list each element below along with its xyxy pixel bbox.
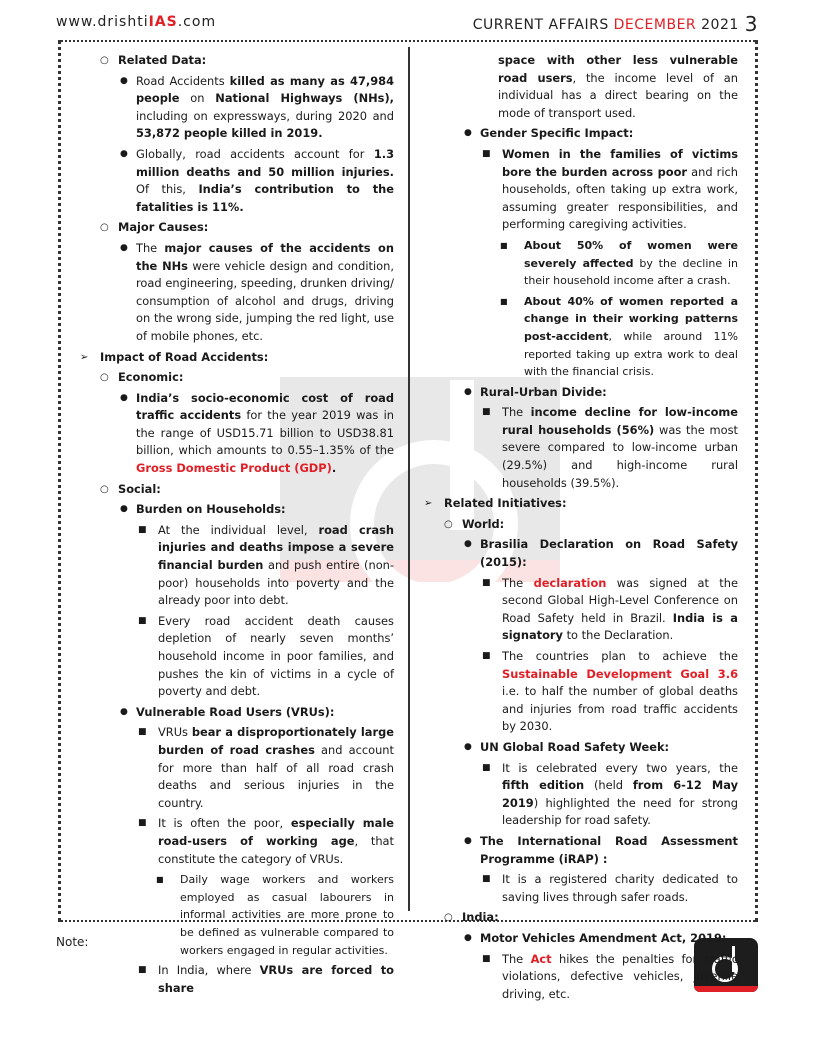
header-title: CURRENT AFFAIRS [472,17,609,33]
list-item: ■ The income decline for low-income rural households (56%) was the most severe compared to low-income urban (29.5%) and high-income rural households (39.5%). [482,405,738,490]
list-item: ■ The declaration was signed at the second Global High-Level Conference on Road Safety held in Brazil. India is a signatory to the Declaration. [482,575,739,643]
page-number: 3 [744,12,758,36]
list-item: ■ The Act hikes the penalties for traffic violations, defective vehicles, juvenile driving, etc. [482,951,738,1001]
list-item: ■ Daily wage workers and workers employed as casual labourers in informal activities are more prone to be defined as vulnerable compared to workers engaged in regular activities. [156,873,394,957]
header-month: DECEMBER [613,17,697,33]
declaration-link[interactable]: declaration [533,575,607,590]
heading-un-week: ● UN Global Road Safety Week: [462,739,738,757]
heading-gender: ● Gender Specific Impact: [462,125,738,143]
dot-bullet-icon: ● [464,932,472,943]
list-item: ■ About 50% of women were severely affected by the decline in their household income after a crash. [500,238,739,288]
hollow-circle-bullet-icon: ○ [100,55,109,66]
dot-bullet-icon: ● [464,741,472,752]
list-item: ■ VRUs bear a disproportionately large burden of road crashes and account for more than half of all road crash deaths and serious injuries in the country. [138,725,394,810]
list-item: ■ At the individual level, road crash injuries and deaths impose a severe financial burden and push entire (non-poor) households into poverty and the already poor into debt. [138,522,394,608]
list-item: ■ It is celebrated every two years, the fifth edition (held from 6-12 May 2019) highlighted the need for strong leadership for road safety. [482,760,738,828]
square-bullet-icon: ■ [138,524,147,535]
square-bullet-icon: ■ [482,762,491,773]
footer-note: Note: [56,935,89,949]
hollow-circle-bullet-icon: ○ [444,518,453,530]
square-bullet-icon: ■ [500,296,508,306]
list-item: ■ Every road accident death causes depletion of nearly seven months’ household income in poor families, and pushes the kin of victims in a cycle of poverty and debt. [138,613,394,699]
square-bullet-icon: ■ [482,407,491,418]
heading-social: ○ Social: [100,481,394,499]
hollow-circle-bullet-icon: ○ [100,483,109,495]
hollow-circle-bullet-icon: ○ [444,912,453,924]
dot-bullet-icon: ● [464,539,472,550]
dot-bullet-icon: ● [120,504,128,515]
column-divider [408,47,410,911]
heading-mva: ● Motor Vehicles Amendment Act, 2019: [462,930,738,948]
square-bullet-icon: ■ [156,875,164,885]
heading-rural: ● Rural-Urban Divide: [462,384,738,402]
list-item-continued: space with other less vulnerable road users, the income level of an individual has a direct bearing on the mode of transport used. [498,53,738,120]
running-header [473,12,758,36]
act-link[interactable]: Act [530,951,552,966]
list-item: ■ It is a registered charity dedicated to saving lives through safer roads. [482,872,738,904]
list-item: ● Globally, road accidents account for 1.3 million deaths and 50 million injuries. Of this, India’s contribution to the fatalities is 11%. [120,146,394,214]
list-item: ■ In India, where VRUs are forced to share [138,963,394,995]
list-item: ● Road Accidents killed as many as 47,984 people on National Highways (NHs), including on expressways, during 2020 and 53,872 people killed in 2019. [120,73,394,141]
list-item: ■ It is often the poor, especially male road-users of working age, that constitute the category of VRUs. [138,816,395,866]
square-bullet-icon: ■ [138,965,147,976]
site-url-brand: IAS [148,14,178,30]
header-year: 2021 [701,17,739,33]
list-item: ● India’s socio-economic cost of road traffic accidents for the year 2019 was in the range of USD15.71 billion to USD38.81 billion, which amounts to 0.55–1.35% of the Gross Domestic Product (GDP). [120,390,394,476]
square-bullet-icon: ■ [138,615,147,626]
dot-bullet-icon: ● [464,835,472,846]
sdg-link[interactable]: Sustainable Development Goal 3.6 [502,666,738,681]
heading-world: ○ World: [444,516,738,534]
square-bullet-icon: ■ [500,240,508,250]
heading-burden: ● Burden on Households: [118,501,394,519]
dot-bullet-icon: ● [464,128,472,139]
site-url-prefix: www.drishti [56,14,149,30]
square-bullet-icon: ■ [482,953,491,964]
dot-bullet-icon: ● [464,386,472,397]
square-bullet-icon: ■ [482,651,491,661]
dot-bullet-icon: ● [120,392,128,403]
hollow-circle-bullet-icon: ○ [100,222,109,234]
list-item: ■ The countries plan to achieve the Sustainable Development Goal 3.6 i.e. to half the number of global deaths and injuries from road traffic accidents by 2030. [482,649,738,734]
heading-economic: ○ Economic: [100,369,394,387]
left-column [80,52,394,1000]
square-bullet-icon: ■ [138,727,147,738]
gdp-link[interactable]: Gross Domestic Product (GDP) [136,461,332,476]
list-item: ● The major causes of the accidents on the NHs were vehicle design and condition, road engineering, speeding, drunken driving/ consumption of alcohol and drugs, driving on the wrong side, jumping the red light, use of mobile phones, etc. [120,240,394,343]
site-url[interactable] [56,14,216,30]
square-bullet-icon: ■ [138,818,147,829]
site-url-suffix: .com [177,14,217,30]
heading-major-causes: ○ Major Causes: [100,219,394,237]
arrow-bullet-icon: ➢ [80,351,89,363]
square-bullet-icon: ■ [482,577,491,588]
dot-bullet-icon: ● [120,75,128,86]
heading-related-data: ○ Related Data: [100,52,394,70]
square-bullet-icon: ■ [482,874,491,885]
list-item: ■ About 40% of women reported a change in their working patterns post-accident, while around 11% reported taking up extra work to deal with the financial crisis. [500,294,738,379]
heading-impact: ➢ Impact of Road Accidents: [80,349,394,367]
heading-irap: ● The International Road Assessment Programme (iRAP) : [464,833,738,866]
dot-bullet-icon: ● [120,148,128,159]
heading-vru: ● Vulnerable Road Users (VRUs): [118,704,394,722]
heading-india: ○ India: [444,909,738,927]
hollow-circle-bullet-icon: ○ [100,372,109,384]
dot-bullet-icon: ● [120,706,128,717]
dot-bullet-icon: ● [120,242,128,253]
right-column [424,52,738,1006]
heading-brasilia: ● Brasilia Declaration on Road Safety (2015): [464,537,738,570]
heading-initiatives: ➢ Related Initiatives: [424,495,738,513]
arrow-bullet-icon: ➢ [424,498,433,510]
square-bullet-icon: ■ [482,148,491,159]
list-item: ■ Women in the families of victims bore the burden across poor and rich households, often taking up extra work, assuming greater responsibilities, and performing caregiving activities. [482,146,738,232]
